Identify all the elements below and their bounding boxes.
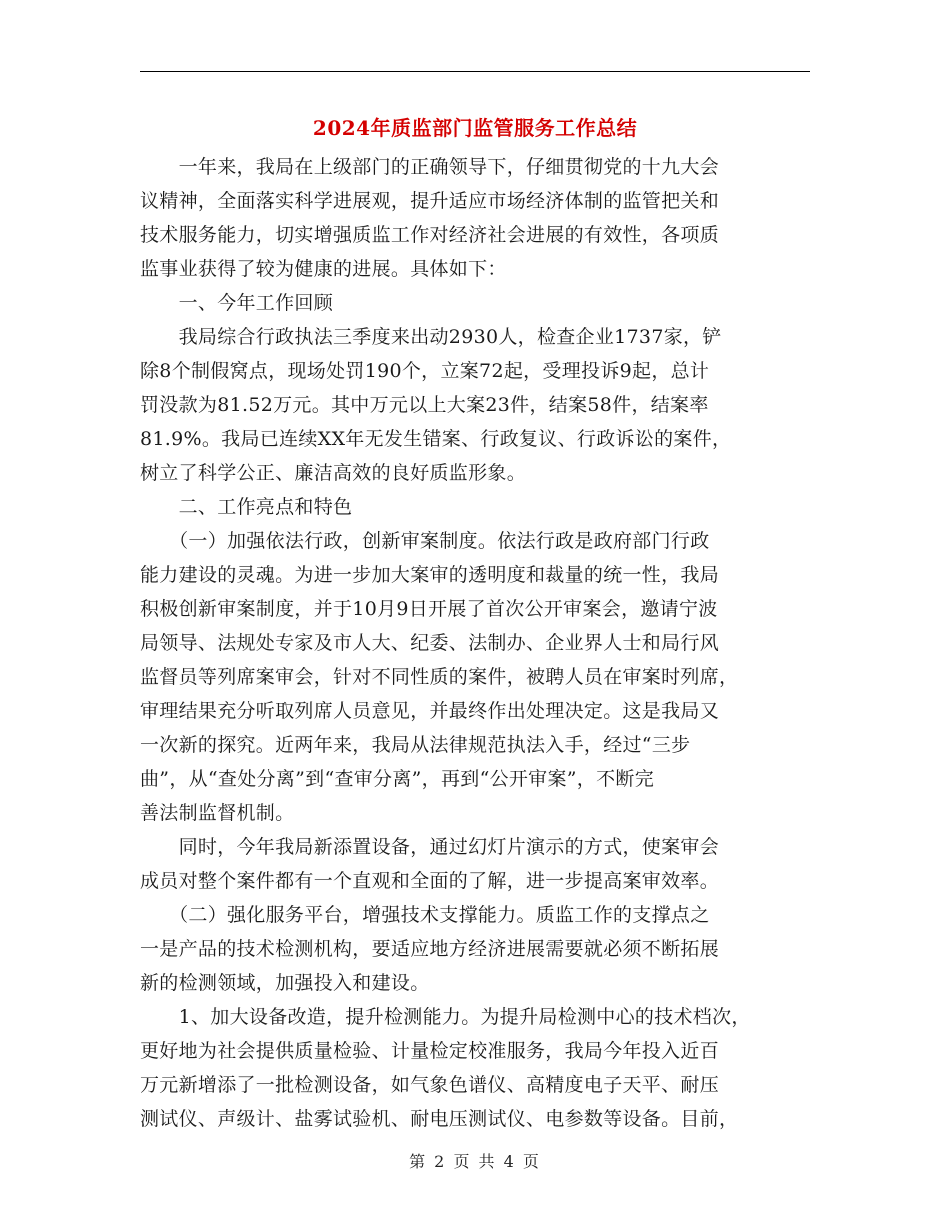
section-heading: 二、工作亮点和特色 <box>140 496 353 518</box>
page-number: 第 2 页 共 4 页 <box>409 1152 541 1171</box>
body-line: （一）加强依法行政，创新审案制度。依法行政是政府部门行政 <box>140 530 710 552</box>
body-line: 监事业获得了较为健康的进展。具体如下： <box>140 258 507 280</box>
body-line: 监督员等列席案审会，针对不同性质的案件，被聘人员在审案时列席， <box>140 666 739 688</box>
body-line: 树立了科学公正、廉洁高效的良好质监形象。 <box>140 462 527 484</box>
body-line: 同时，今年我局新添置设备，通过幻灯片演示的方式，使案审会 <box>140 836 720 858</box>
body-line: 万元新增添了一批检测设备，如气象色谱仪、高精度电子天平、耐压 <box>140 1074 720 1096</box>
body-line: 罚没款为81.52万元。其中万元以上大案23件，结案58件，结案率 <box>140 394 709 416</box>
body-line: 善法制监督机制。 <box>140 802 295 824</box>
body-line: 成员对整个案件都有一个直观和全面的了解，进一步提高案审效率。 <box>140 870 720 892</box>
body-line: 1、加大设备改造，提升检测能力。为提升局检测中心的技术档次， <box>140 1006 751 1028</box>
body-line: 能力建设的灵魂。为进一步加大案审的透明度和裁量的统一性，我局 <box>140 564 720 586</box>
body-line: 除8个制假窝点，现场处罚190个，立案72起，受理投诉9起，总计 <box>140 360 710 382</box>
body-line: 更好地为社会提供质量检验、计量检定校准服务，我局今年投入近百 <box>140 1040 720 1062</box>
header-rule <box>140 71 810 72</box>
body-line: 我局综合行政执法三季度来出动2930人，检查企业1737家，铲 <box>140 326 722 348</box>
body-line: 一年来，我局在上级部门的正确领导下，仔细贯彻党的十九大会 <box>140 156 720 178</box>
body-line: 一是产品的技术检测机构，要适应地方经济进展需要就必须不断拓展 <box>140 938 720 960</box>
body-line: 议精神，全面落实科学进展观，提升适应市场经济体制的监管把关和 <box>140 190 720 212</box>
body-line: 审理结果充分听取列席人员意见，并最终作出处理决定。这是我局又 <box>140 700 720 722</box>
body-line: 新的检测领域，加强投入和建设。 <box>140 972 430 994</box>
body-line: 81.9%。我局已连续XX年无发生错案、行政复议、行政诉讼的案件， <box>140 428 732 450</box>
body-line: 一次新的探究。近两年来，我局从法律规范执法入手，经过“三步 <box>140 734 691 756</box>
body-line: 积极创新审案制度，并于10月9日开展了首次公开审案会，邀请宁波 <box>140 598 718 620</box>
section-heading: 一、今年工作回顾 <box>140 292 334 314</box>
body-line: 测试仪、声级计、盐雾试验机、耐电压测试仪、电参数等设备。目前， <box>140 1108 739 1130</box>
body-line: 技术服务能力，切实增强质监工作对经济社会进展的有效性，各项质 <box>140 224 720 246</box>
body-line: 局领导、法规处专家及市人大、纪委、法制办、企业界人士和局行风 <box>140 632 720 654</box>
body-line: 曲”，从“查处分离”到“查审分离”，再到“公开审案”，不断完 <box>140 768 654 790</box>
body-line: （二）强化服务平台，增强技术支撑能力。质监工作的支撑点之 <box>140 904 710 926</box>
document-title: 2024年质监部门监管服务工作总结 <box>312 116 638 140</box>
